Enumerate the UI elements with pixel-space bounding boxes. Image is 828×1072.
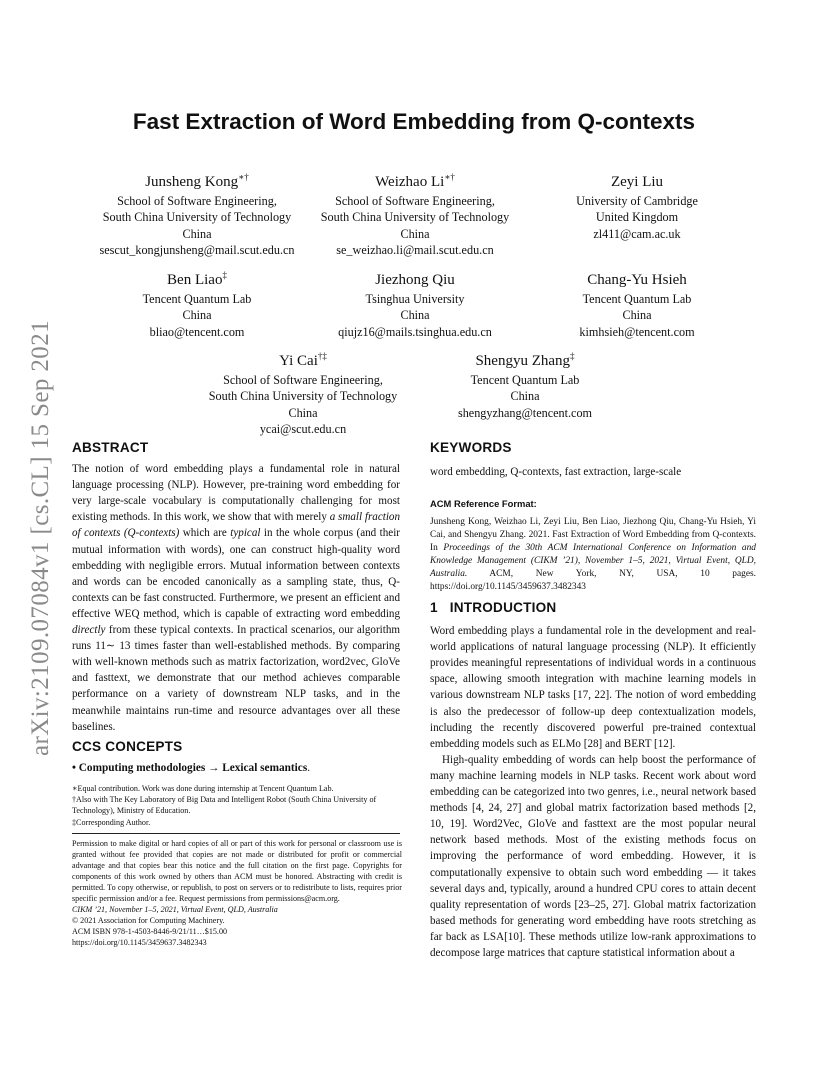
author-block [72, 168, 322, 258]
introduction-heading: 1 INTRODUCTION [430, 600, 557, 615]
author-affiliation: South China University of Technology [320, 210, 510, 225]
author-name: Junsheng Kong∗† [145, 172, 249, 190]
arxiv-sidebar [12, 290, 60, 760]
permission-divider [72, 833, 400, 834]
author-affiliation: School of Software Engineering, [117, 194, 277, 208]
author-email: shengyzhang@tencent.com [457, 405, 593, 420]
ccs-section [72, 739, 400, 776]
author-name: Jiezhong Qiu [375, 272, 455, 288]
author-country: China [288, 405, 318, 420]
ccs-heading: CCS CONCEPTS [72, 739, 183, 754]
intro-paragraph: Word embedding plays a fundamental role in the development and real-world applications of natural language processing (NLP). It efficiently provides meaningful representations of individual words in a continuous space, allowing smooth integration with machine learning models in various downstream NLP tasks [17, 22]. The notion of word embedding is also the predecessor of follow-up deep contextualization models, including the recently discovered powerful pre-trained contextual embedding models such as ELMo [28] and BERT [12]. [430, 625, 756, 750]
author-name: Shengyu Zhang‡ [475, 351, 575, 369]
copyright: © 2021 Association for Computing Machinery. [72, 916, 225, 925]
author-block [72, 266, 322, 340]
abstract-heading: ABSTRACT [72, 440, 149, 455]
author-country: United Kingdom [595, 210, 679, 225]
abstract-text: The notion of word embedding plays a fundamental role in natural language processing (NLP). However, pre-training word embedding for very large-scale vocabulary is computationally challenging for most existing methods. In this work, we show that with merely a small fraction of contexts (Q-contexts) which are typical in the whole corpus (and their mutual information with words), one can construct high-quality word embedding with negligible errors. Mutual information between contexts and words can be encoded canonically as a sampling state, thus, Q-contexts can be fast constructed. Furthermore, we present an efficient and effective WEQ method, which is capable of extracting word embedding directly from these typical contexts. In practical scenarios, our algorithm runs 11∼ 13 times faster than well-established methods. By comparing with well-known methods such as matrix factorization, word2vec, GloVe and fasttext, we demonstrate that our method achieves comparable performance on a variety of downstream NLP tasks, and in the meanwhile maintains run-time and resource advantages over all these baselines. [72, 463, 401, 733]
author-name: Ben Liao‡ [167, 270, 227, 288]
author-affiliation: Tencent Quantum Lab [470, 373, 580, 387]
author-email: sescut_kongjunsheng@mail.scut.edu.cn [99, 242, 295, 257]
keywords-section [430, 440, 756, 594]
author-affiliation: University of Cambridge [576, 194, 698, 208]
author-block [290, 266, 540, 340]
arxiv-id: arXiv:2109.07084v1 [cs.CL] 15 Sep 2021 [27, 320, 54, 756]
author-name: Zeyi Liu [610, 174, 664, 190]
introduction-section [430, 600, 756, 961]
doi-link[interactable]: https://doi.org/10.1145/3459637.3482343 [72, 938, 207, 947]
author-email: ycai@scut.edu.cn [259, 421, 347, 436]
author-email: qiujz16@mails.tsinghua.edu.cn [338, 324, 492, 339]
footnote: ‡Corresponding Author. [72, 817, 151, 827]
author-affiliation: Tencent Quantum Lab [142, 292, 252, 306]
author-affiliation: School of Software Engineering, [335, 194, 495, 208]
author-email: se_weizhao.li@mail.scut.edu.cn [336, 242, 494, 257]
author-affiliation: Tsinghua University [365, 292, 465, 306]
venue: CIKM ’21, November 1–5, 2021, Virtual Event, QLD, Australia [72, 905, 278, 914]
keywords-text: word embedding, Q-contexts, fast extraction, large-scale [430, 466, 682, 479]
author-block [520, 168, 754, 242]
author-country: China [622, 308, 652, 323]
author-email: bliao@tencent.com [149, 324, 245, 339]
intro-paragraph: High-quality embedding of words can help boost the performance of many machine learning models in NLP tasks. Recent work about word embedding can be categorized into two genres, i.e., neural network based methods [4, 24, 27] and global matrix factorization based methods [2, 10, 19]. Word2Vec, GloVe and fasttext are the most popular neural network based methods. Most of the existing methods focus on improving the performance of word embedding. However, it is computationally expensive to obtain such word embedding — it takes several days and, typically, around a hundred CPU cores to attain decent quality representation of words [23–25, 27]. Global matrix factorization based methods for generating word embedding have roots stretching as far back as LSA[10]. These methods utilize low-rank approximations to decompose large matrices that capture statistical information about a [430, 753, 756, 959]
author-block [290, 168, 540, 258]
acm-reference-heading: ACM Reference Format: [430, 498, 537, 510]
isbn: ACM ISBN 978-1-4503-8446-9/21/11…$15.00 [72, 927, 228, 936]
permission-block [72, 838, 402, 948]
footnote: †Also with The Key Laboratory of Big Data and Intelligent Robot (South China University of Technology), Ministry of Education. [72, 795, 377, 816]
permission-text: Permission to make digital or hard copies of all or part of this work for personal or classroom use is granted without fee provided that copies are not made or distributed for profit or commercial advantage and that copies bear this notice and the full citation on the first page. Copyrights for components of this work owned by others than ACM must be honored. Abstracting with credit is permitted. To copy otherwise, or republish, to post on servers or to redistribute to lists, requires prior specific permission and/or a fee. Request permissions from permissions@acm.org. [72, 839, 402, 903]
paper-title: Fast Extraction of Word Embedding from Q-contexts [132, 109, 696, 134]
author-country: China [510, 389, 540, 404]
footnotes [72, 783, 400, 828]
author-email: kimhsieh@tencent.com [579, 324, 695, 339]
keywords-heading: KEYWORDS [430, 440, 512, 455]
ccs-item: • Computing methodologies → Lexical semantics. [72, 762, 311, 775]
author-country: China [400, 308, 430, 323]
author-affiliation: South China University of Technology [208, 389, 398, 404]
footnote: ∗Equal contribution. Work was done during internship at Tencent Quantum Lab. [72, 784, 334, 793]
author-country: China [182, 226, 212, 241]
abstract-section [72, 440, 400, 735]
author-block [520, 266, 754, 340]
author-country: China [182, 308, 212, 323]
acm-reference-text: Junsheng Kong, Weizhao Li, Zeyi Liu, Ben Liao, Jiezhong Qiu, Chang-Yu Hsieh, Yi Cai, and Shengyu Zhang. 2021. Fast Extraction of Word Embedding from Q-contexts. In Proceedings of the 30th ACM International Conference on Information and Knowledge Management (CIKM ’21), November 1–5, 2021, Virtual Event, QLD, Australia. ACM, New York, NY, USA, 10 pages. https://doi.org/10.1145/3459637.3482343 [430, 517, 756, 593]
author-affiliation: South China University of Technology [102, 210, 292, 225]
author-block [420, 347, 630, 421]
author-block [178, 347, 428, 437]
author-country: China [400, 226, 430, 241]
author-name: Weizhao Li∗† [375, 172, 455, 190]
author-name: Yi Cai†‡ [279, 351, 327, 369]
author-affiliation: Tencent Quantum Lab [582, 292, 692, 306]
author-email: zl411@cam.ac.uk [593, 226, 681, 241]
author-affiliation: School of Software Engineering, [223, 373, 383, 387]
author-name: Chang-Yu Hsieh [587, 272, 687, 288]
